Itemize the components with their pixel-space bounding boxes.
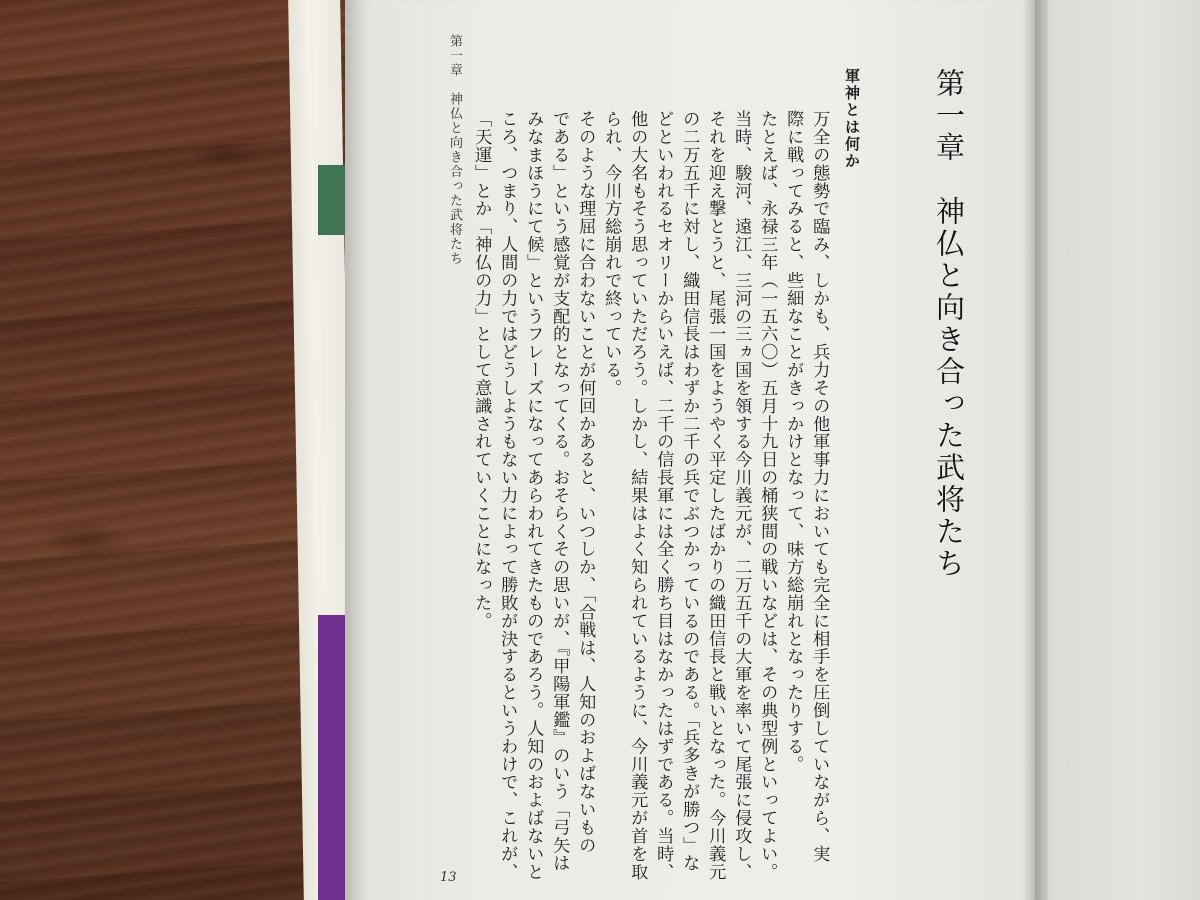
body-line: られ、今川方総崩れで終っている。 (601, 110, 622, 397)
running-head: 第一章 神仏と向き合った武将たち (447, 34, 462, 266)
section-heading: 軍神とは何か (843, 68, 861, 170)
body-line: ころ、つまり、人間の力ではどうしようもない力によって勝敗が決するというわけで、これが、 (497, 110, 518, 881)
cover-purple-band (318, 615, 348, 900)
body-line: 他の大名もそう思っていただろう。しかし、結果はよく知られているように、今川義元が首を取 (627, 110, 648, 881)
body-line: 「天運」とか「神仏の力」として意識されていくことになった。 (471, 110, 492, 630)
body-line: である」という感覚が支配的となってくる。おそらくその思いが、『甲陽軍鑑』のいう「弓矢は (549, 110, 570, 872)
body-line: 当時、駿河、遠江、三河の三ヵ国を領する今川義元が、二万五千の大軍を率いて尾張に侵攻し、 (731, 110, 752, 881)
facing-page (1035, 0, 1200, 900)
body-line: そのような理屈に合わないことが何回かあると、いつしか、「合戦は、人知のおよばないもの (575, 110, 596, 855)
book-gutter-shadow (1022, 0, 1048, 900)
body-line: どといわれるセオリーからいえば、二千の信長軍には全く勝ち目はなかったはずである。当時、 (653, 110, 674, 881)
wood-knot (190, 140, 260, 168)
body-line: それを迎え撃とうと、尾張一国をようやく平定したばかりの織田信長と戦いとなった。今川義元 (705, 110, 726, 881)
body-line: 万全の態勢で臨み、しかも、兵力その他軍事力においても完全に相手を圧倒していながら、実 (809, 110, 830, 863)
body-line: の二万五千に対し、織田信長はわずか二千の兵でぶつかっているのである。「兵多きが勝つ」な (679, 110, 700, 872)
body-line: みなまほうにて候」というフレーズになってあらわれてきたものであろう。人知のおよばないと (523, 110, 544, 881)
body-line: たとえば、永禄三年（一五六〇）五月十九日の桶狭間の戦いなどは、その典型例といってよい。 (757, 110, 778, 881)
chapter-title: 第一章 神仏と向き合った武将たち (932, 68, 966, 580)
wood-knot (40, 520, 130, 560)
body-line: 際に戦ってみると、些細なことがきっかけとなって、味方総崩れとなったりする。 (783, 110, 804, 774)
page-number: 13 (440, 870, 457, 885)
cover-green-band (318, 165, 348, 235)
